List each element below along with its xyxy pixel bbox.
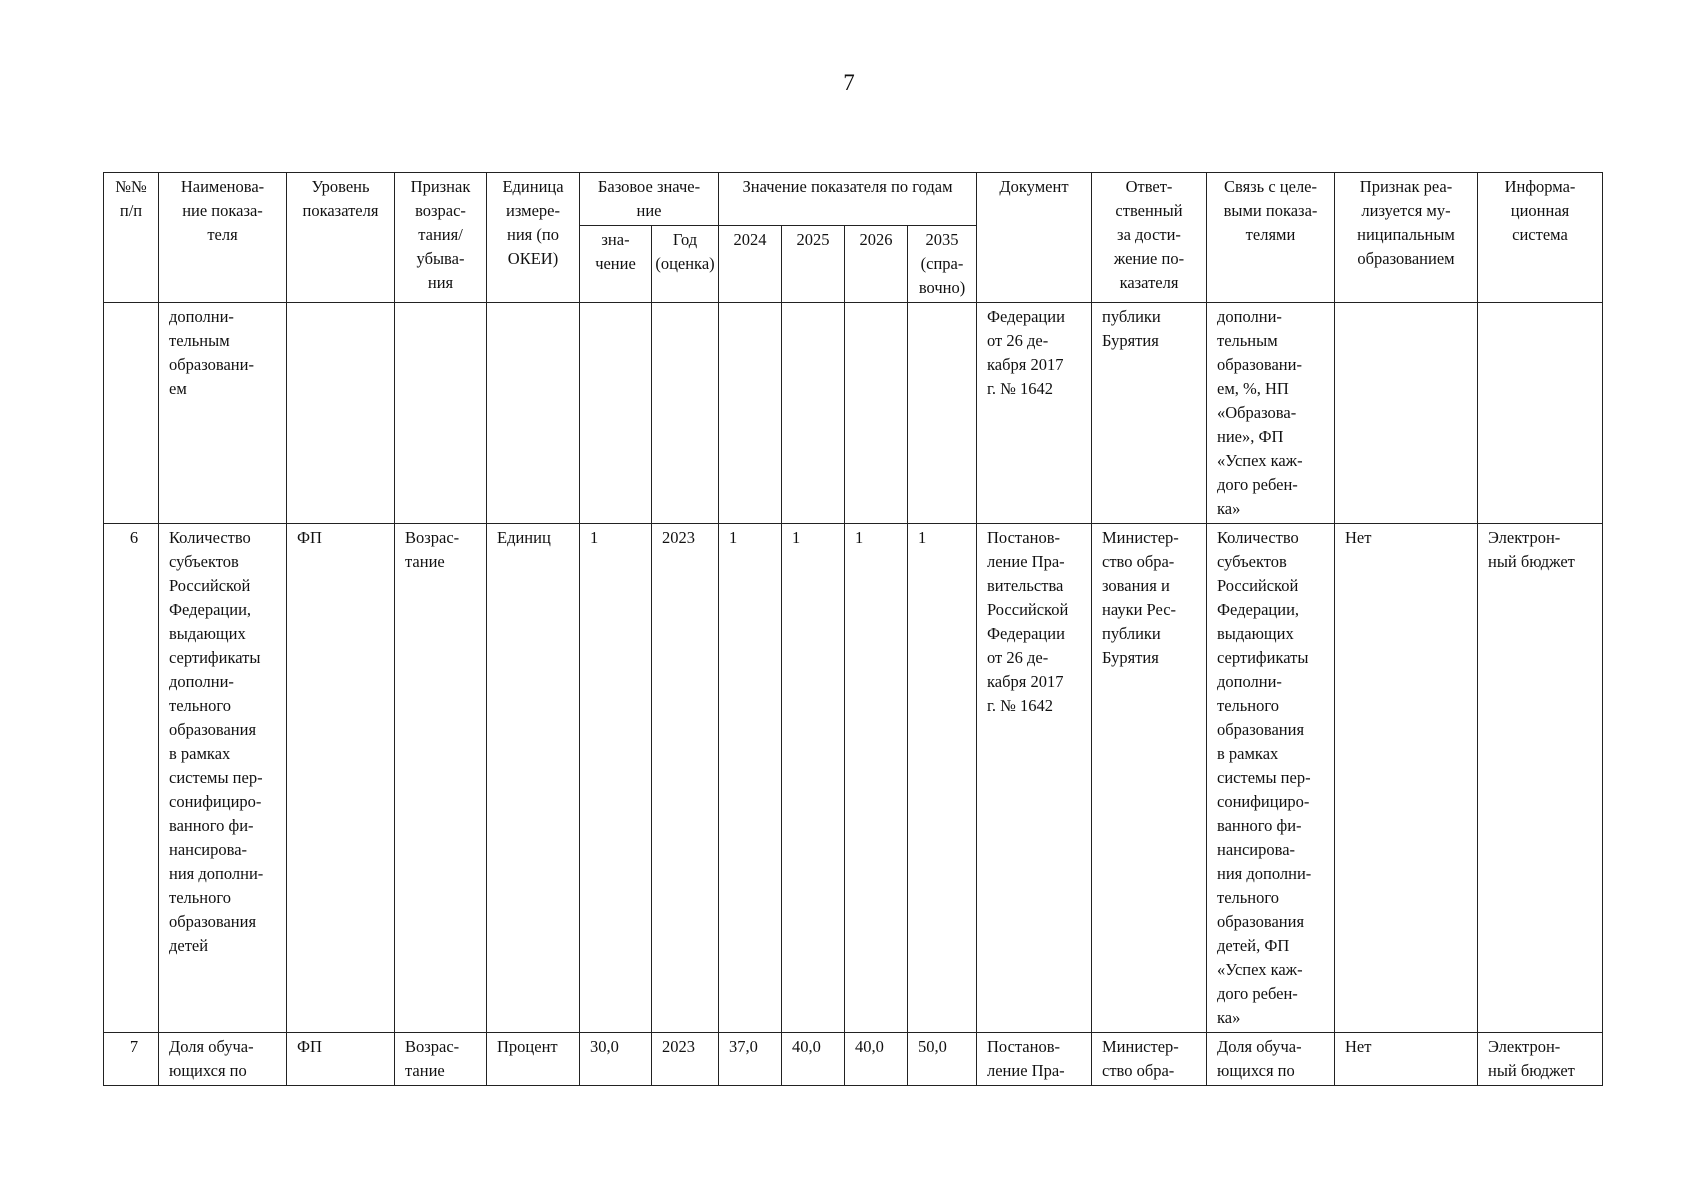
cell-level [287,303,395,524]
cell-document: Постанов- ление Пра- [977,1033,1092,1086]
header-base-year: Год (оценка) [652,226,719,303]
cell-year-2025: 1 [782,524,845,1033]
cell-year-2024 [719,303,782,524]
cell-base-value: 1 [580,524,652,1033]
cell-document: Федерации от 26 де- кабря 2017 г. № 1642 [977,303,1092,524]
table-row [104,524,1603,1033]
header-municipal: Признак реа- лизуется му- ниципальным образованием [1335,173,1478,303]
cell-base-year: 2023 [652,524,719,1033]
header-year-2025: 2025 [782,226,845,303]
cell-link: Доля обуча- ющихся по [1207,1033,1335,1086]
cell-year-2025 [782,303,845,524]
cell-unit: Процент [487,1033,580,1086]
header-name: Наименова- ние показа- теля [159,173,287,303]
cell-sign: Возрас- тание [395,524,487,1033]
cell-num [104,303,159,524]
cell-responsible: Министер- ство обра- зования и науки Рес- публики Бурятия [1092,524,1207,1033]
header-base: Базовое значе- ние [580,173,719,226]
header-row-top [104,173,1603,226]
cell-municipal: Нет [1335,524,1478,1033]
cell-unit [487,303,580,524]
header-level: Уровень показателя [287,173,395,303]
cell-infosys: Электрон- ный бюджет [1478,1033,1603,1086]
cell-base-value [580,303,652,524]
cell-unit: Единиц [487,524,580,1033]
cell-municipal: Нет [1335,1033,1478,1086]
cell-base-value: 30,0 [580,1033,652,1086]
header-link: Связь с целе- выми показа- телями [1207,173,1335,303]
page-number: 7 [843,70,855,95]
cell-document: Постанов- ление Пра- вительства Российской Федерации от 26 де- кабря 2017 г. № 1642 [977,524,1092,1033]
indicators-table [103,172,1603,1086]
cell-year-2035: 1 [908,524,977,1033]
cell-sign [395,303,487,524]
cell-name: Количество субъектов Российской Федерации, выдающих сертификаты дополни- тельного образования в рамках системы пер- сонифициро- ванного фи- нансирова- ния дополни- тельного образования детей [159,524,287,1033]
header-unit: Единица измере- ния (по ОКЕИ) [487,173,580,303]
cell-name: Доля обуча- ющихся по [159,1033,287,1086]
cell-base-year: 2023 [652,1033,719,1086]
table-row [104,303,1603,524]
header-years-group: Значение показателя по годам [719,173,977,226]
cell-num: 6 [104,524,159,1033]
table-row [104,1033,1603,1086]
cell-name: дополни- тельным образовани- ем [159,303,287,524]
cell-base-year [652,303,719,524]
cell-year-2024: 1 [719,524,782,1033]
header-document: Документ [977,173,1092,303]
cell-infosys: Электрон- ный бюджет [1478,524,1603,1033]
cell-num: 7 [104,1033,159,1086]
header-base-value: зна- чение [580,226,652,303]
cell-responsible: публики Бурятия [1092,303,1207,524]
header-infosys: Информа- ционная система [1478,173,1603,303]
header-num: №№ п/п [104,173,159,303]
cell-level: ФП [287,1033,395,1086]
cell-year-2035 [908,303,977,524]
cell-responsible: Министер- ство обра- [1092,1033,1207,1086]
cell-infosys [1478,303,1603,524]
cell-level: ФП [287,524,395,1033]
cell-link: дополни- тельным образовани- ем, %, НП «Образова- ние», ФП «Успех каж- дого ребен- ка» [1207,303,1335,524]
cell-year-2025: 40,0 [782,1033,845,1086]
cell-year-2024: 37,0 [719,1033,782,1086]
header-responsible: Ответ- ственный за дости- жение по- казателя [1092,173,1207,303]
header-year-2035: 2035 (спра- вочно) [908,226,977,303]
cell-year-2026 [845,303,908,524]
cell-municipal [1335,303,1478,524]
cell-link: Количество субъектов Российской Федерации, выдающих сертификаты дополни- тельного образования в рамках системы пер- сонифициро- ванного фи- нансирова- ния дополни- тельного образования детей, ФП «Успех каж- дого ребен- ка» [1207,524,1335,1033]
header-sign: Признак возрас- тания/ убыва- ния [395,173,487,303]
header-year-2024: 2024 [719,226,782,303]
header-year-2026: 2026 [845,226,908,303]
cell-year-2026: 40,0 [845,1033,908,1086]
cell-year-2026: 1 [845,524,908,1033]
cell-sign: Возрас- тание [395,1033,487,1086]
cell-year-2035: 50,0 [908,1033,977,1086]
